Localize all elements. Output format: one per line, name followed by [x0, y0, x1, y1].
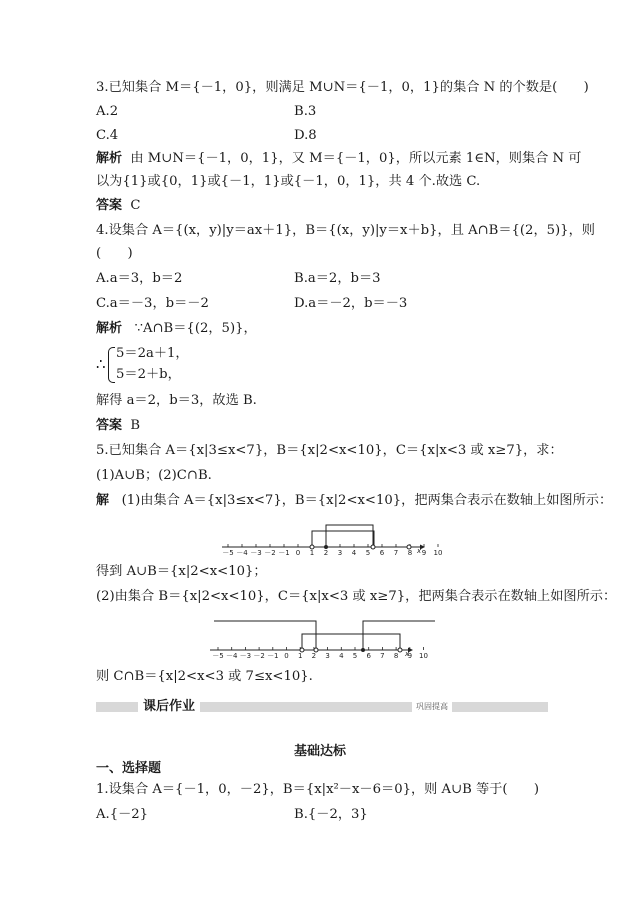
- tick-label: 5: [365, 549, 371, 557]
- tick-label: 8: [407, 549, 413, 557]
- q4-option-c: C.a＝－3，b＝－2: [96, 296, 209, 311]
- q4-result: 解得 a＝2，b＝3，故选 B.: [96, 393, 257, 408]
- q3-option-b: B.3: [294, 104, 317, 119]
- tick-label: －2: [264, 549, 276, 557]
- q4-answer-value: B: [130, 418, 141, 433]
- tick-label: 8: [393, 652, 399, 660]
- answer-label: 答案: [96, 198, 123, 213]
- section-label: 课后作业: [138, 697, 200, 717]
- q5-solution-1: [96, 492, 612, 510]
- tick-label: －3: [239, 652, 252, 660]
- q4-answer: [96, 417, 140, 435]
- tick-label: 7: [380, 652, 385, 660]
- tick-label: 2: [311, 652, 317, 660]
- analysis-label: 解析: [96, 151, 123, 166]
- q5-solution-1-text: (1)由集合 A＝{x|3≤x<7}，B＝{x|2<x<10}，把两集合表示在数轴上如图所示：: [121, 493, 613, 508]
- interval-A-shape: [326, 525, 373, 547]
- section-bar: [96, 699, 548, 714]
- q4-system-eq-1: 5＝2a＋1，: [116, 346, 189, 361]
- q4-option-d: D.a＝－2，b＝－3: [294, 296, 408, 311]
- q5-stem: 5.已知集合 A＝{x|3≤x<7}，B＝{x|2<x<10}，C＝{x|x<3 或 x≥7}，求：: [96, 443, 563, 458]
- open-point-10: [398, 648, 402, 652]
- tick-label: 0: [295, 549, 301, 557]
- tick-label: －4: [236, 549, 248, 557]
- tick-label: 4: [351, 549, 357, 557]
- system-brace: [108, 347, 115, 383]
- tick-label: 10: [419, 652, 428, 660]
- tick-label: －4: [225, 652, 238, 660]
- tick-label: －1: [278, 549, 290, 557]
- interval-B-shape: [312, 531, 374, 547]
- section-heading: 基础达标: [293, 744, 346, 759]
- number-line-2: [0, 612, 640, 664]
- tick-label: 1: [297, 652, 303, 660]
- tick-label: －3: [250, 549, 262, 557]
- q4-analysis-text: ∵A∩B＝{(2，5)}，: [134, 321, 257, 336]
- hw1-option-a: A.{－2}: [96, 807, 149, 822]
- tick-label: 10: [433, 549, 443, 557]
- open-point-3: [314, 648, 318, 652]
- tick-label: －5: [222, 549, 234, 557]
- q4-option-b: B.a＝2，b＝3: [294, 271, 381, 286]
- tick-label: 3: [337, 549, 343, 557]
- q3-analysis-line-2: 以为{1}或{0，1}或{－1，1}或{－1，0，1}，共 4 个.故选 C.: [96, 174, 481, 189]
- analysis-label: 解析: [96, 321, 123, 336]
- q5-solution-2: (2)由集合 B＝{x|2<x<10}，C＝{x|x<3 或 x≥7}，把两集合表示在数轴上如图所示：: [96, 589, 617, 604]
- q3-option-a: A.2: [96, 104, 119, 119]
- tick-label: 2: [323, 549, 329, 557]
- hw1-stem: 1.设集合 A＝{－1，0，－2}，B＝{x|x²－x－6＝0}，则 A∪B 等于( ): [96, 782, 540, 797]
- interval-C-right-shape: [363, 621, 435, 650]
- q4-system-eq-2: 5＝2＋b，: [116, 367, 181, 382]
- tick-label: 4: [339, 652, 344, 660]
- closed-point-7: [361, 648, 365, 652]
- tick-label: －2: [253, 652, 265, 660]
- q4-option-a: A.a＝3，b＝2: [96, 271, 183, 286]
- subsection-title: 一、选择题: [96, 761, 162, 776]
- tick-label: 5: [352, 652, 358, 660]
- tick-label: 3: [325, 652, 330, 660]
- solution-label: 解: [96, 493, 110, 508]
- axis-variable: x: [417, 547, 422, 555]
- q3-option-c: C.4: [96, 128, 119, 143]
- q3-stem: 3.已知集合 M＝{－1，0}，则满足 M∪N＝{－1，0，1}的集合 N 的个数是( ): [96, 80, 589, 95]
- open-point-7: [371, 545, 375, 549]
- tick-label: 1: [309, 549, 315, 557]
- tick-label: 9: [407, 652, 413, 660]
- open-point-10: [407, 545, 411, 549]
- tick-label: 7: [393, 549, 399, 557]
- interval-B-shape: [302, 634, 400, 650]
- tick-label: 6: [379, 549, 385, 557]
- tick-label: －1: [267, 652, 279, 660]
- tick-label: －5: [212, 652, 224, 660]
- tick-label: 6: [366, 652, 371, 660]
- q4-stem: 4.设集合 A＝{(x，y)|y＝ax＋1}，B＝{(x，y)|y＝x＋b}，且 A∩B＝{(2，5)}，则: [96, 223, 595, 238]
- closed-point-3: [324, 545, 328, 549]
- q5-result-1: 得到 A∪B＝{x|2<x<10}；: [96, 564, 267, 579]
- q5-parts: (1)A∪B；(2)C∩B.: [96, 468, 212, 483]
- open-point-2: [310, 545, 314, 549]
- tick-label: 9: [421, 549, 427, 557]
- q3-analysis-line-1: [96, 150, 581, 168]
- interval-C-left-shape: [214, 621, 316, 650]
- q3-answer-value: C: [130, 198, 141, 213]
- q3-option-d: D.8: [294, 128, 317, 143]
- tick-label: 0: [284, 652, 289, 660]
- q3-answer: [96, 197, 141, 215]
- number-line-1: [0, 515, 640, 560]
- q4-analysis-line-1: [96, 320, 257, 338]
- axis-variable: x: [405, 650, 410, 658]
- open-point-2: [300, 648, 304, 652]
- section-tag: 巩固提高: [412, 701, 452, 713]
- hw1-option-b: B.{－2，3}: [294, 807, 368, 822]
- q3-analysis-text: 由 M∪N＝{－1，0，1}，又 M＝{－1，0}，所以元素 1∈N，则集合 N 可: [130, 151, 582, 166]
- q5-result-2: 则 C∩B＝{x|2<x<3 或 7≤x<10}.: [96, 669, 313, 684]
- answer-label: 答案: [96, 418, 123, 433]
- q4-stem-paren: ( ): [96, 246, 133, 261]
- therefore-symbol: ∴: [96, 355, 106, 373]
